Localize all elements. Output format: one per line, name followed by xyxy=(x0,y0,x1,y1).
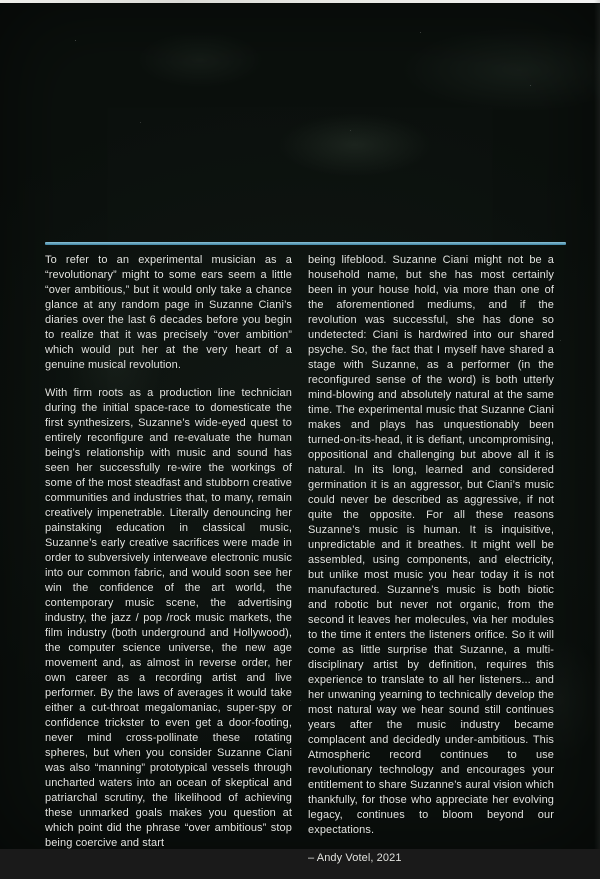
author-signature: – Andy Votel, 2021 xyxy=(308,852,402,864)
right-column xyxy=(308,253,554,879)
scan-top-edge xyxy=(0,0,600,3)
divider-line xyxy=(45,242,566,245)
paragraph-body-left: With firm roots as a production line technician during the initial space-race to domesticate the first synthesizers, Suzanne’s wide-eyed quest to entirely reconfigure and re-evaluate the human being’s relationship with music and sound has seen her successfully re-wire the workings of some of the most steadfast and stubborn creative communities and industries that, to many, remain creatively impenetrable. Literally denouncing her painstaking education in classical music, Suzanne’s early creative sacrifices were made in order to subversively interweave electronic music into our common fabric, and would soon see her win the confidence of the art world, the contemporary music scene, the advertising industry, the jazz / pop /rock music markets, the film industry (both underground and Hollywood), the computer science universe, the new age movement and, as almost in reverse order, her own career as a recording artist and live performer. By the laws of averages it would take either a cut-throat megalomaniac, super-spy or confidence trickster to even get a door-footing, never mind cross-pollinate these rotating spheres, but when you consider Suzanne Ciani was also “manning” prototypical vessels through uncharted waters into an ocean of skeptical and patriarchal scrutiny, the likelihood of achieving these unmarked goals makes you question at which point did the phrase “over ambitious” stop being coercive and start xyxy=(45,387,292,849)
dust-specks xyxy=(0,0,1,1)
left-column xyxy=(45,253,292,879)
paragraph-body-right: being lifeblood. Suzanne Ciani might not be a household name, but she has most certainly been in your house hold, via more than one of the aforementioned mediums, and if the revolution was successful, she has done so undetected: Ciani is hardwired into our shared psyche. So, the fact that I myself have shared a stage with Suzanne, as a performer (in the reconfigured sense of the word) is both utterly mind-blowing and absolutely natural at the same time. The experimental music that Suzanne Ciani makes and plays has unquestionably been turned-on-its-head, it is defiant, uncompromising, oppositional and challenging but above all it is natural. In its long, learned and considered germination it is an aggressor, but Ciani’s music could never be described as aggressive, if not quite the opposite. For all these reasons Suzanne’s music is human. It is inquisitive, unpredictable and it breathes. It might well be assembled, using components, and electricity, but unlike most music you hear today it is not manufactured. Suzanne’s music is both biotic and robotic but never not organic, from the second it leaves her molecules, via her modules to the time it enters the listeners orifice. So it will come as little surprise that Suzanne, a multi-disciplinary artist by definition, requires this experience to translate to all her listeners... and her unwaning yearning to technically develop the most natural way we hear sound still continues years after the music industry became complacent and decidedly under-ambitious. This Atmospheric record continues to use revolutionary technology and encourages your entitlement to share Suzanne’s aural vision which thankfully, for those who appreciate her evolving legacy, continues to bloom beyond our expectations. xyxy=(308,254,554,836)
scan-right-edge xyxy=(594,0,600,849)
paragraph-intro: To refer to an experimental musician as a “revolutionary” might to some ears seem a little “over ambitious,” but it would only take a chance glance at any random page in Suzanne Ciani’s diaries over the last 6 decades before you begin to realize that it was precisely “over ambition” which would put her at the very heart of a genuine musical revolution. xyxy=(45,254,292,371)
text-columns xyxy=(45,253,554,879)
